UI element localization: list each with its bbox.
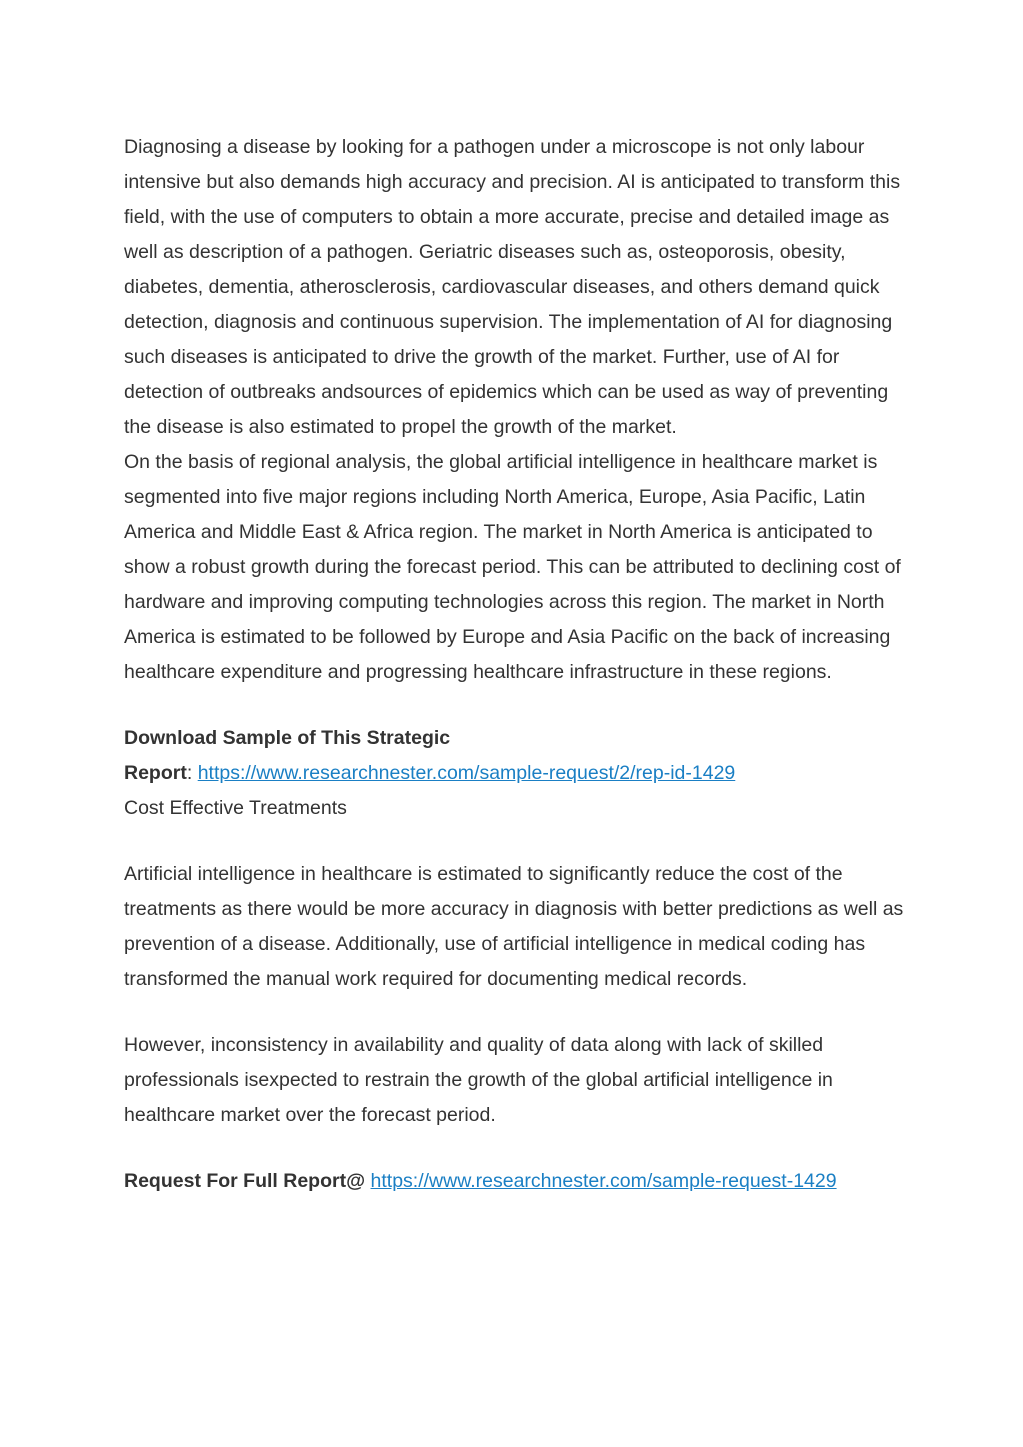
body-paragraph: However, inconsistency in availability and quality of data along with lack of skilled professionals isexpected to restrain the growth of the global artificial intelligence in healthcare market over the forecast period. [124,1034,833,1126]
download-line [124,756,914,791]
full-report-link[interactable]: https://www.researchnester.com/sample-request-1429 [370,1170,837,1192]
document-body [124,130,914,1199]
download-separator: : [186,762,198,784]
sample-report-link[interactable]: https://www.researchnester.com/sample-request/2/rep-id-1429 [197,762,736,784]
request-line [124,1164,914,1199]
spacer [124,826,914,857]
download-heading: Download Sample of This Strategic [124,727,451,749]
spacer [124,690,914,721]
request-label: Request For Full Report@ [124,1170,366,1192]
body-paragraph: On the basis of regional analysis, the global artificial intelligence in healthcare market is segmented into five major regions including North America, Europe, Asia Pacific, Latin America and Middle East & Africa region. The market in North America is anticipated to show a robust growth during the forecast period. This can be attributed to declining cost of hardware and improving computing technologies across this region. The market in North America is estimated to be followed by Europe and Asia Pacific on the back of increasing healthcare expenditure and progressing healthcare infrastructure in these regions. [124,451,901,683]
spacer [124,997,914,1028]
body-paragraph: Artificial intelligence in healthcare is estimated to significantly reduce the cost of the treatments as there would be more accuracy in diagnosis with better predictions as well as prevention of a disease. Additionally, use of artificial intelligence in medical coding has transformed the manual work required for documenting medical records. [124,863,904,990]
download-label: Report [124,762,187,784]
spacer [124,1133,914,1164]
body-paragraph: Diagnosing a disease by looking for a pathogen under a microscope is not only labour intensive but also demands high accuracy and precision. AI is anticipated to transform this field, with the use of computers to obtain a more accurate, precise and detailed image as well as description of a pathogen. Geriatric diseases such as, osteoporosis, obesity, diabetes, dementia, atherosclerosis, cardiovascular diseases, and others demand quick detection, diagnosis and continuous supervision. The implementation of AI for diagnosing such diseases is anticipated to drive the growth of the market. Further, use of AI for detection of outbreaks andsources of epidemics which can be used as way of preventing the disease is also estimated to propel the growth of the market. [124,136,901,438]
section-subheading: Cost Effective Treatments [124,797,347,819]
